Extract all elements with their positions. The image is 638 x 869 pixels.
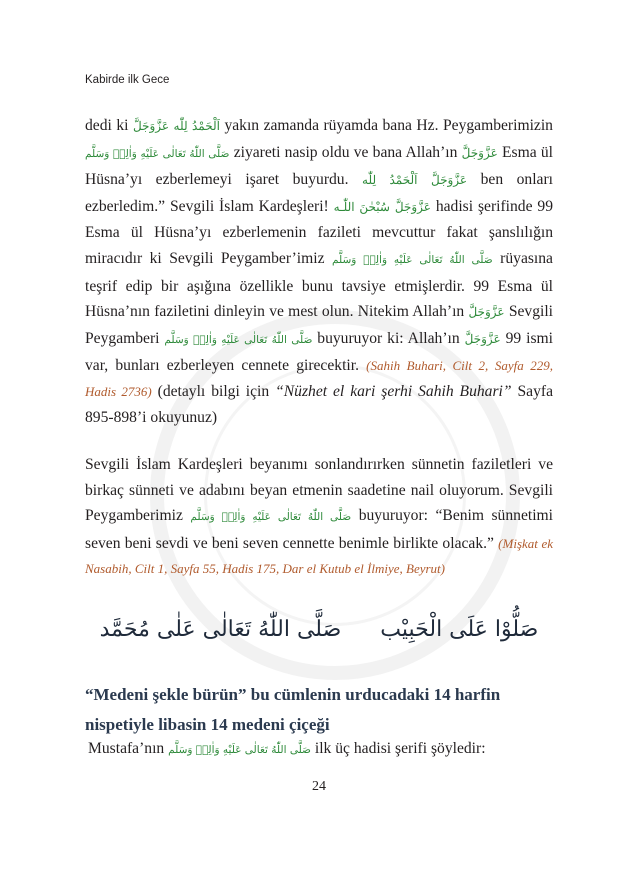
- text: Sevgili İslam Kardeşleri beyanımı sonlandırırken sünnetin faziletleri ve birkaç sünneti ve adabını beyan etmenin saadetine nail oluyorum. Sevgili Peygamberimiz: [85, 456, 553, 525]
- paragraph-2: [85, 452, 553, 582]
- arabic-salawat: صَلَّى اللّٰهُ تَعَالٰى عَلَيْهِ وَاٰلِهٖ وَسَلَّم: [331, 253, 493, 266]
- running-header: Kabirde ilk Gece: [85, 74, 170, 86]
- text: buyuruyor: “Benim sünnetimi seven beni sevdi ve beni seven cennette benimle birlikte olacak.”: [85, 507, 553, 552]
- text: rüyasına teşrif edip bir aşığına özellikle bunu tavsiye etmişlerdir. 99 Esma ül Hüsna’nın faziletini dinleyin ve mest olun. Nitekim Allah’ın: [85, 249, 553, 321]
- durud-right: صَلَّى اللّٰهُ تَعَالٰى عَلٰى مُحَمَّد: [99, 617, 342, 642]
- text: hadisi şerifinde 99 Esma ül Hüsna’yı ezberlemenin fazileti mevcuttur fakat şanslılığın miracıdır ki Sevgili Peygamber’imiz: [85, 197, 554, 267]
- arabic-azza-wa-jall: عَزَّوَجَلَّ: [132, 119, 170, 133]
- durud-line: [0, 617, 638, 642]
- source-citation: (Sahih Buhari, Cilt 2, Sayfa 229, Hadis 2736): [85, 358, 553, 399]
- text: ben onları ezberledim.” Sevgili İslam Kardeşleri!: [85, 171, 553, 215]
- arabic-salawat: صَلَّى اللّٰهُ تَعَالٰى عَلَيْهِ وَاٰلِهٖ وَسَلَّم: [168, 744, 311, 756]
- text: Sevgili Peygamberi: [85, 303, 553, 347]
- book-title: “Nüzhet el kari şerhi Sahih Buhari”: [275, 382, 512, 400]
- arabic-subhanallah: سُبْحٰنَ اللّٰـه: [333, 199, 390, 214]
- text: ilk üç hadisi şerifi şöyledir:: [314, 740, 486, 757]
- text: Sayfa 895-898’i okuyunuz): [85, 382, 554, 426]
- page-number: 24: [312, 779, 326, 794]
- durud-left: صَلُّوْا عَلَى الْحَبِيْب: [380, 617, 539, 642]
- arabic-azza-wa-jall: عَزَّوَجَلَّ: [461, 145, 498, 160]
- source-citation: (Mişkat ek Nasabih, Cilt 1, Sayfa 55, Hadis 175, Dar el Kutub el İlmiye, Beyrut): [85, 535, 553, 577]
- arabic-salawat: صَلَّى اللّٰهُ تَعَالٰى عَلَيْهِ وَاٰلِهٖ وَسَلَّم: [164, 333, 313, 346]
- arabic-azza-wa-jall: عَزَّوَجَلَّ: [468, 305, 505, 320]
- text: buyuruyor ki: Allah’ın: [317, 329, 460, 347]
- arabic-azza-wa-jall: عَزَّوَجَلَّ: [464, 331, 501, 346]
- text: dedi ki: [85, 117, 129, 134]
- section-heading: “Medeni şekle bürün” bu cümlenin urducadaki 14 harfin nispetiyle libasin 14 medeni çiçeği: [85, 685, 501, 734]
- arabic-azza-wa-jall: عَزَّوَجَلَّ: [431, 173, 468, 188]
- arabic-alhamdulillah: اَلْحَمْدُ لِلّٰه: [173, 119, 220, 133]
- arabic-salawat: صَلَّى اللّٰهُ تَعَالٰى عَلَيْهِ وَاٰلِهٖ وَسَلَّم: [190, 511, 352, 524]
- arabic-alhamdulillah: اَلْحَمْدُ لِلّٰه: [362, 173, 418, 188]
- paragraph-1: [85, 113, 553, 430]
- paragraph-3: [88, 740, 486, 758]
- arabic-salawat: صَلَّى اللّٰهُ تَعَالٰى عَلَيْهِ وَاٰلِهٖ وَسَلَّم: [85, 147, 230, 160]
- arabic-azza-wa-jall: عَزَّوَجَلَّ: [394, 199, 431, 214]
- text: Mustafa’nın: [88, 740, 165, 757]
- text: ziyareti nasip oldu ve bana Allah’ın: [233, 143, 458, 161]
- text: yakın zamanda rüyamda bana Hz. Peygamberimizin: [224, 117, 553, 134]
- text: (detaylı bilgi için: [157, 382, 270, 400]
- text: Esma ül Hüsna’yı ezberlemeyi işaret buyurdu.: [85, 143, 553, 189]
- text: 99 ismi var, bunları ezberleyen cennete girecektir.: [85, 329, 553, 375]
